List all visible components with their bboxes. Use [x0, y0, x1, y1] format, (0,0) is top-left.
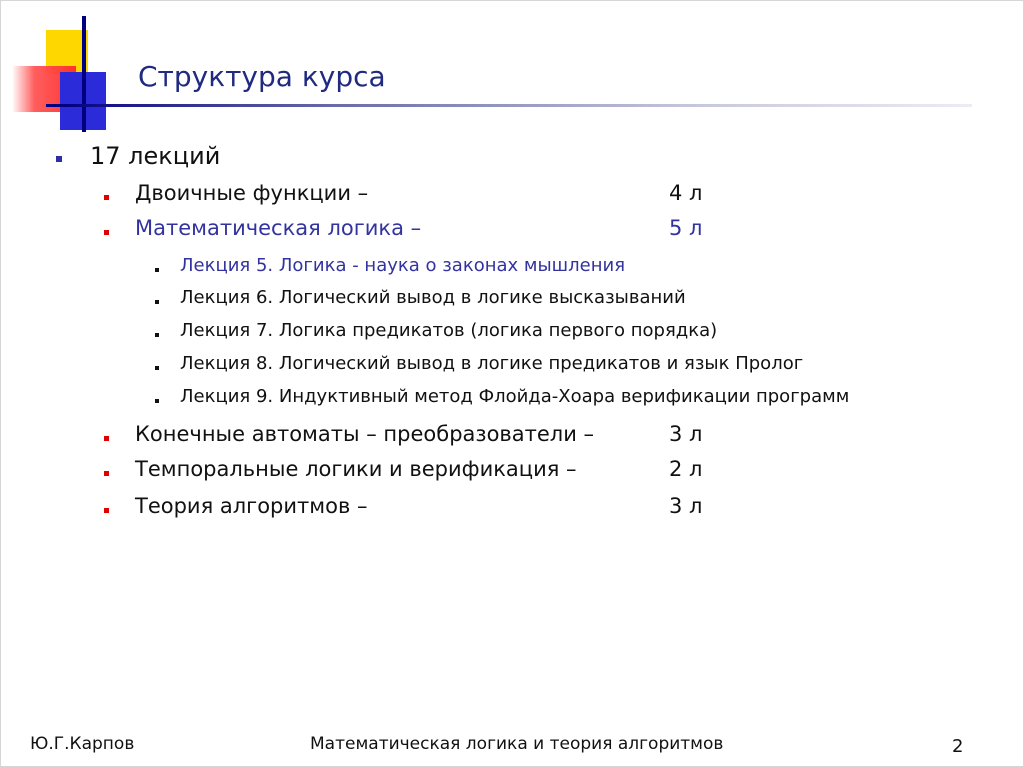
lecture-bullet [155, 366, 159, 370]
topic-hours: 5 л [669, 216, 703, 240]
logo-vertical-line [82, 16, 86, 132]
topic-bullet [104, 508, 109, 513]
lecture-item: Лекция 5. Логика - наука о законах мышления [180, 255, 626, 276]
lecture-bullet [155, 333, 159, 337]
slide-title: Структура курса [138, 60, 386, 93]
topic-hours: 3 л [669, 494, 703, 518]
level1-bullet [56, 156, 62, 162]
lecture-count: 17 лекций [90, 142, 221, 170]
topic-label: Темпоральные логики и верификация – [135, 457, 577, 481]
topic-bullet [104, 195, 109, 200]
topic-bullet [104, 471, 109, 476]
lecture-bullet [155, 399, 159, 403]
page-number: 2 [952, 736, 964, 757]
slide-logo-decoration [0, 0, 160, 140]
topic-hours: 4 л [669, 181, 703, 205]
topic-label: Конечные автоматы – преобразователи – [135, 422, 595, 446]
topic-label: Теория алгоритмов – [135, 494, 368, 518]
lecture-item: Лекция 7. Логика предикатов (логика первого порядка) [180, 320, 718, 341]
topic-label: Двоичные функции – [135, 181, 369, 205]
topic-label: Математическая логика – [135, 216, 422, 240]
lecture-bullet [155, 268, 159, 272]
footer-course-title: Математическая логика и теория алгоритмов [310, 734, 724, 754]
topic-bullet [104, 230, 109, 235]
topic-bullet [104, 436, 109, 441]
lecture-item: Лекция 6. Логический вывод в логике высказываний [180, 287, 686, 308]
footer-author: Ю.Г.Карпов [30, 734, 135, 754]
topic-hours: 3 л [669, 422, 703, 446]
lecture-bullet [155, 300, 159, 304]
title-underline [60, 104, 972, 107]
lecture-item: Лекция 9. Индуктивный метод Флойда-Хоара верификации программ [180, 386, 850, 407]
topic-hours: 2 л [669, 457, 703, 481]
lecture-item: Лекция 8. Логический вывод в логике предикатов и язык Пролог [180, 353, 804, 374]
